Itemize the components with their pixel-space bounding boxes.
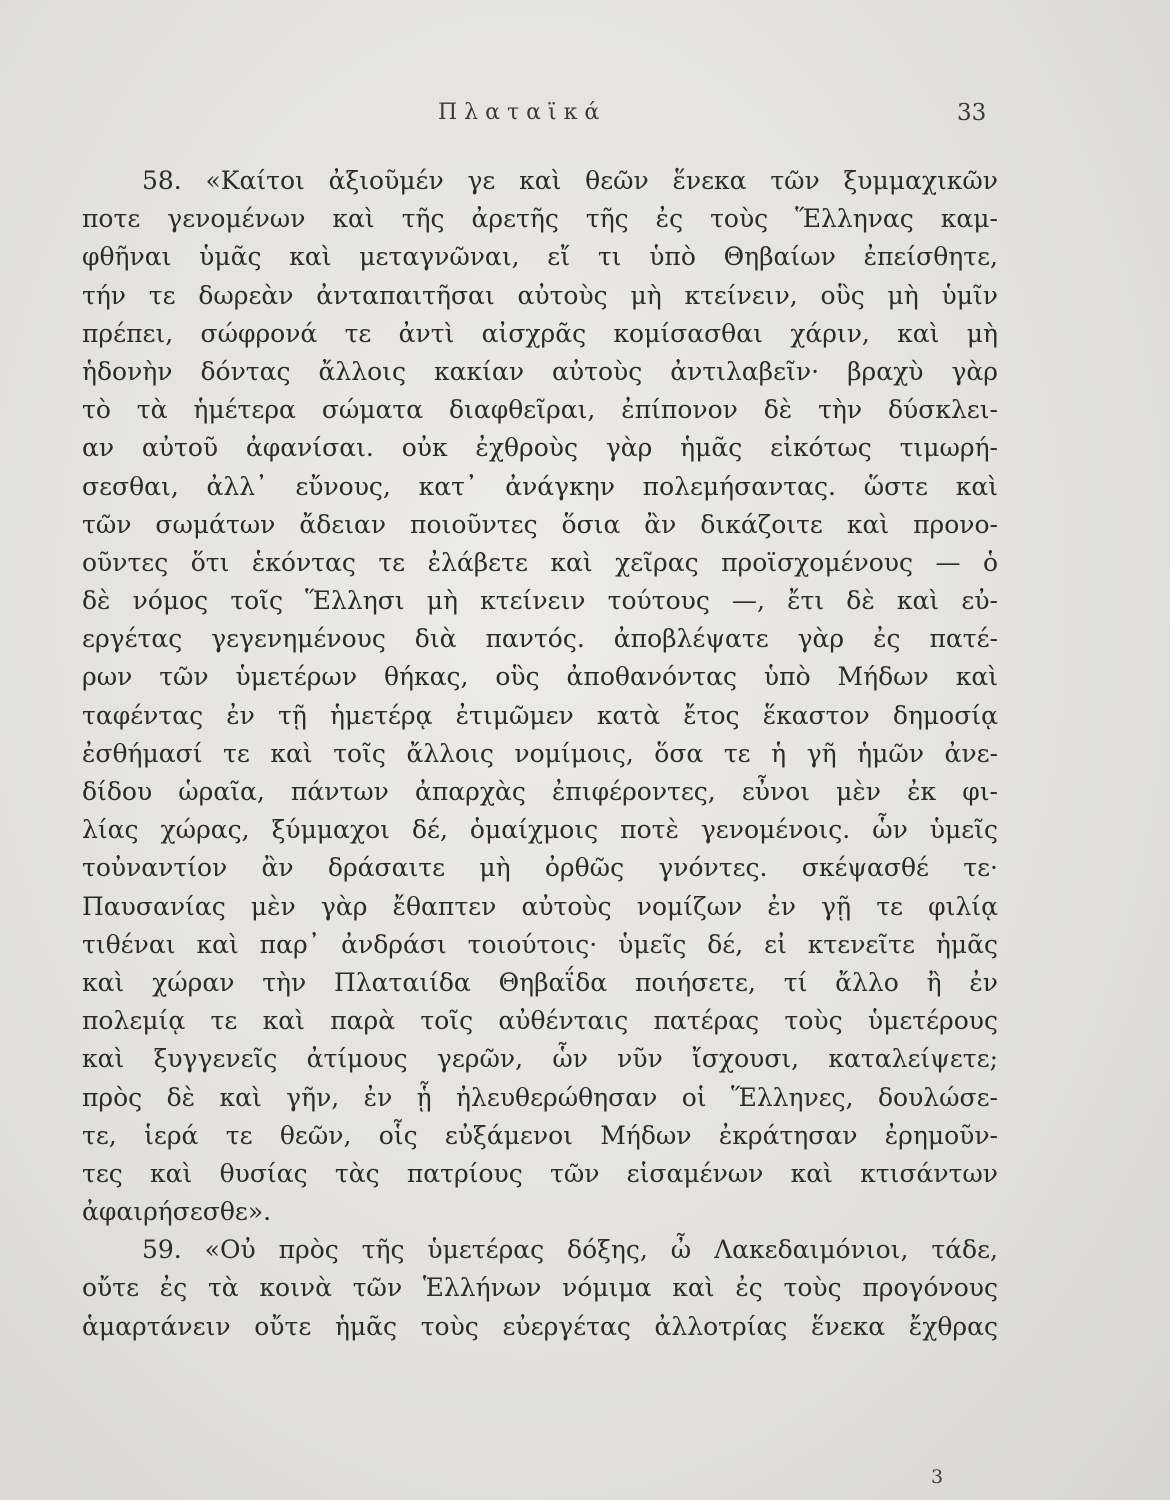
text-line: πρὸς δὲ καὶ γῆν, ἐν ᾗ ἠλευθερώθησαν οἱ Ἕλληνες, δουλώσε-: [82, 1082, 998, 1112]
text-line: σεσθαι, ἀλλ᾽ εὔνους, κατ᾽ ἀνάγκην πολεμήσαντας. ὥστε καὶ: [82, 471, 998, 501]
text-line: καὶ ξυγγενεῖς ἀτίμους γερῶν, ὧν νῦν ἴσχουσι, καταλείψετε;: [82, 1044, 998, 1074]
text-line: οὔτε ἐς τὰ κοινὰ τῶν Ἑλλήνων νόμιμα καὶ ἐς τοὺς προγόνους: [82, 1273, 998, 1303]
text-line: ρων τῶν ὑμετέρων θήκας, οὓς ἀποθανόντας ὑπὸ Μήδων καὶ: [82, 662, 998, 692]
text-line: ἀφαιρήσεσθε».: [82, 1197, 272, 1227]
text-line: 58. «Καίτοι ἀξιοῦμέν γε καὶ θεῶν ἕνεκα τῶν ξυμμαχικῶν: [142, 166, 998, 195]
text-line: πολεμίᾳ τε καὶ παρὰ τοῖς αὐθένταις πατέρας τοὺς ὑμετέρους: [82, 1006, 998, 1036]
text-line: τῶν σωμάτων ἄδειαν ποιοῦντες ὅσια ἂν δικάζοιτε καὶ προνο-: [82, 509, 998, 539]
text-line: φθῆναι ὑμᾶς καὶ μεταγνῶναι, εἴ τι ὑπὸ Θηβαίων ἐπείσθητε,: [82, 242, 998, 272]
text-line: 59. «Οὐ πρὸς τῆς ὑμετέρας δόξης, ὦ Λακεδαιμόνιοι, τάδε,: [142, 1235, 998, 1265]
text-line: τὸ τὰ ἡμέτερα σώματα διαφθεῖραι, ἐπίπονον δὲ τὴν δύσκλει-: [82, 395, 998, 425]
text-line: τε, ἱερά τε θεῶν, οἷς εὐξάμενοι Μήδων ἐκράτησαν ἐρημοῦν-: [82, 1120, 998, 1150]
text-line: ἡδονὴν δόντας ἄλλοις κακίαν αὐτοὺς ἀντιλαβεῖν· βραχὺ γὰρ: [82, 356, 998, 386]
text-line: καὶ χώραν τὴν Πλαταιίδα Θηβαΐδα ποιήσετε, τί ἄλλο ἢ ἐν: [82, 967, 998, 997]
running-title: Πλαταϊκά: [438, 100, 607, 125]
text-line: τοὐναντίον ἂν δράσαιτε μὴ ὀρθῶς γνόντες. σκέψασθέ τε·: [82, 853, 998, 883]
text-line: Παυσανίας μὲν γὰρ ἔθαπτεν αὐτοὺς νομίζων ἐν γῇ τε φιλίᾳ: [82, 891, 998, 921]
text-line: δὲ νόμος τοῖς Ἕλλησι μὴ κτείνειν τούτους —, ἔτι δὲ καὶ εὐ-: [82, 586, 998, 616]
text-line: λίας χώρας, ξύμμαχοι δέ, ὁμαίχμοις ποτὲ γενομένοις. ὧν ὑμεῖς: [82, 815, 998, 845]
text-line: οῦντες ὅτι ἑκόντας τε ἐλάβετε καὶ χεῖρας προϊσχομένους — ὁ: [82, 547, 998, 577]
text-line: ταφέντας ἐν τῇ ἡμετέρᾳ ἐτιμῶμεν κατὰ ἔτος ἕκαστον δημοσίᾳ: [82, 700, 998, 730]
running-head: [0, 100, 1170, 134]
text-line: ἐσθήμασί τε καὶ τοῖς ἄλλοις νομίμοις, ὅσα τε ἡ γῆ ἡμῶν ἀνε-: [82, 738, 998, 768]
signature-mark: 3: [931, 1466, 944, 1488]
text-line: ποτε γενομένων καὶ τῆς ἀρετῆς τῆς ἐς τοὺς Ἕλληνας καμ-: [82, 204, 998, 234]
text-line: τιθέναι καὶ παρ᾽ ἀνδράσι τοιούτοις· ὑμεῖς δέ, εἰ κτενεῖτε ἡμᾶς: [82, 929, 998, 959]
text-line: ἁμαρτάνειν οὔτε ἡμᾶς τοὺς εὐεργέτας ἀλλοτρίας ἕνεκα ἔχθρας: [82, 1311, 998, 1341]
text-line: αν αὐτοῦ ἀφανίσαι. οὐκ ἐχθροὺς γὰρ ἡμᾶς εἰκότως τιμωρή-: [82, 433, 998, 463]
body-text: [82, 162, 998, 1346]
page-number: 33: [957, 100, 987, 126]
text-line: τες καὶ θυσίας τὰς πατρίους τῶν εἱσαμένων καὶ κτισάντων: [82, 1158, 998, 1188]
text-line: δίδου ὡραῖα, πάντων ἀπαρχὰς ἐπιφέροντες, εὖνοι μὲν ἐκ φι-: [82, 777, 998, 806]
text-line: εργέτας γεγενημένους διὰ παντός. ἀποβλέψατε γὰρ ἐς πατέ-: [82, 624, 998, 654]
text-line: πρέπει, σώφρονά τε ἀντὶ αἰσχρᾶς κομίσασθαι χάριν, καὶ μὴ: [82, 318, 998, 348]
text-line: τήν τε δωρεὰν ἀνταπαιτῆσαι αὐτοὺς μὴ κτείνειν, οὓς μὴ ὑμῖν: [82, 280, 998, 310]
